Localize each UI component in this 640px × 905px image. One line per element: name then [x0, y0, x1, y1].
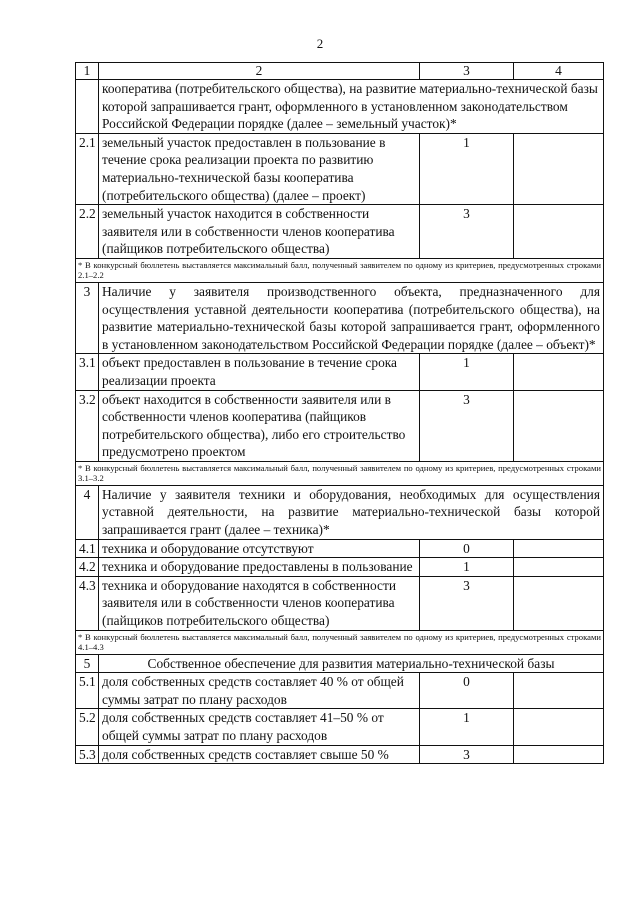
criterion-text: кооператива (потребительского общества), на развитие материально-технической базы которой запрашивается грант, оформленного в установленном законодательством Российской Федерации порядке (далее – земельный участок)* — [99, 80, 604, 134]
criterion-text: объект находится в собственности заявителя или в собственности членов кооператива (пайщиков потребительского общества), либо его строительство предусмотрено проектом — [99, 390, 420, 461]
footnote-row — [76, 461, 604, 485]
row-number: 4.1 — [76, 539, 99, 558]
footnote-text: * В конкурсный бюллетень выставляется максимальный балл, полученный заявителем по одному из критериев, предусмотренных строками 2.1–2.2 — [76, 258, 604, 282]
footnote-row — [76, 630, 604, 654]
criterion-row — [76, 558, 604, 577]
score-cell: 3 — [420, 745, 514, 764]
row-number: 4.2 — [76, 558, 99, 577]
criterion-text: земельный участок предоставлен в пользование в течение срока реализации проекта по развитию материально-технической базы кооператива (потребительского общества) (далее – проект) — [99, 133, 420, 204]
footnote-row — [76, 258, 604, 282]
row-number: 3.1 — [76, 354, 99, 390]
score-cell: 1 — [420, 558, 514, 577]
row-number: 3 — [76, 282, 99, 353]
criterion-row — [76, 539, 604, 558]
continuation-row — [76, 80, 604, 134]
score-cell: 0 — [420, 673, 514, 709]
row-number: 5 — [76, 654, 99, 673]
criterion-text: техника и оборудование отсутствуют — [99, 539, 420, 558]
score-cell: 1 — [420, 354, 514, 390]
header-cell: 1 — [76, 63, 99, 80]
header-cell: 4 — [514, 63, 604, 80]
empty-cell — [514, 354, 604, 390]
criterion-text: техника и оборудование находятся в собственности заявителя или в собственности членов кооператива (пайщиков потребительского общества) — [99, 576, 420, 630]
empty-cell — [514, 133, 604, 204]
empty-cell — [514, 576, 604, 630]
empty-cell — [514, 390, 604, 461]
score-cell: 1 — [420, 133, 514, 204]
score-cell: 1 — [420, 709, 514, 745]
section-text: Наличие у заявителя производственного объекта, предназначенного для осуществления уставной деятельности кооператива (потребительского общества), на развитие материально-технической базы которой запрашивается грант, оформленного в установленном законодательством Российской Федерации порядке (далее – объект)* — [99, 282, 604, 353]
row-number: 4.3 — [76, 576, 99, 630]
criterion-text: земельный участок находится в собственности заявителя или в собственности членов кооператива (пайщиков потребительского общества) — [99, 205, 420, 259]
empty-cell — [514, 205, 604, 259]
footnote-text: * В конкурсный бюллетень выставляется максимальный балл, полученный заявителем по одному из критериев, предусмотренных строками 4.1–4.3 — [76, 630, 604, 654]
section-text: Наличие у заявителя техники и оборудования, необходимых для осуществления уставной деятельности, на развитие материально-технической базы которой запрашивается грант (далее – техника)* — [99, 485, 604, 539]
section-row — [76, 282, 604, 353]
score-cell: 3 — [420, 205, 514, 259]
criterion-text: объект предоставлен в пользование в течение срока реализации проекта — [99, 354, 420, 390]
row-number: 4 — [76, 485, 99, 539]
row-number: 5.1 — [76, 673, 99, 709]
section-title-row — [76, 654, 604, 673]
criterion-row — [76, 205, 604, 259]
empty-cell — [514, 673, 604, 709]
empty-cell — [514, 745, 604, 764]
page-number: 2 — [316, 36, 324, 51]
score-cell: 3 — [420, 576, 514, 630]
row-number: 2.1 — [76, 133, 99, 204]
section-row — [76, 485, 604, 539]
row-number — [76, 80, 99, 134]
empty-cell — [514, 539, 604, 558]
criterion-row — [76, 709, 604, 745]
criterion-row — [76, 576, 604, 630]
criterion-row — [76, 745, 604, 764]
empty-cell — [514, 709, 604, 745]
criteria-table-body — [76, 63, 604, 764]
section-title: Собственное обеспечение для развития материально-технической базы — [99, 654, 604, 673]
row-number: 2.2 — [76, 205, 99, 259]
criterion-text: доля собственных средств составляет свыше 50 % — [99, 745, 420, 764]
score-cell: 3 — [420, 390, 514, 461]
criterion-text: доля собственных средств составляет 40 % от общей суммы затрат по плану расходов — [99, 673, 420, 709]
criterion-text: доля собственных средств составляет 41–50 % от общей суммы затрат по плану расходов — [99, 709, 420, 745]
criterion-text: техника и оборудование предоставлены в пользование — [99, 558, 420, 577]
row-number: 5.2 — [76, 709, 99, 745]
criterion-row — [76, 390, 604, 461]
row-number: 3.2 — [76, 390, 99, 461]
criterion-row — [76, 133, 604, 204]
header-cell: 2 — [99, 63, 420, 80]
criterion-row — [76, 673, 604, 709]
criterion-row — [76, 354, 604, 390]
table-header-row — [76, 63, 604, 80]
criteria-table — [75, 62, 604, 764]
footnote-text: * В конкурсный бюллетень выставляется максимальный балл, полученный заявителем по одному из критериев, предусмотренных строками 3.1–3.2 — [76, 461, 604, 485]
header-cell: 3 — [420, 63, 514, 80]
score-cell: 0 — [420, 539, 514, 558]
empty-cell — [514, 558, 604, 577]
row-number: 5.3 — [76, 745, 99, 764]
